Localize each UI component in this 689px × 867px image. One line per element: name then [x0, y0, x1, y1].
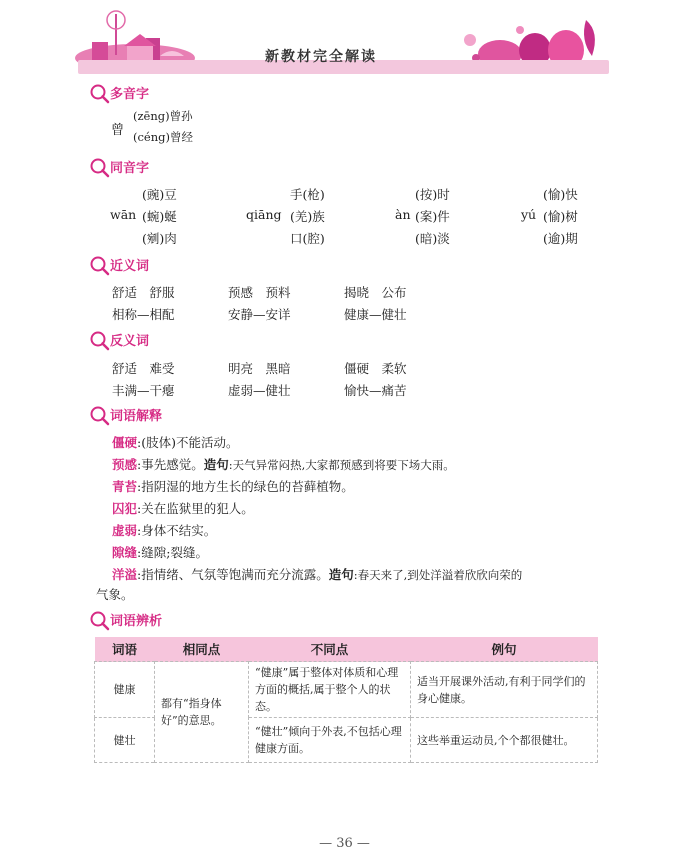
table-header: 相同点: [155, 637, 249, 662]
section-title: 词语解释: [110, 409, 163, 424]
tongyin-pinyin: wān: [110, 207, 137, 222]
definition-term: 僵硬: [112, 435, 138, 450]
magnifier-icon: [90, 256, 110, 276]
tongyin-item: (豌)豆: [142, 187, 177, 202]
tongyin-pinyin: àn: [395, 207, 411, 222]
definition-term: 囚犯: [112, 501, 138, 516]
jinyi-pair: 健康—健壮: [344, 307, 407, 322]
section-title: 同音字: [110, 161, 150, 176]
duoyin-line: (céng)曾经: [133, 130, 193, 144]
fanyi-pair: 明亮 黑暗: [228, 361, 291, 376]
word-cell: 健壮: [95, 718, 155, 763]
tongyin-item: (蜿)蜒: [142, 209, 177, 224]
jinyi-pair: 安静—安详: [228, 307, 291, 322]
table-row: [95, 662, 598, 718]
definition-term: 隙缝: [112, 545, 138, 560]
definition-text: :事先感觉。: [137, 457, 204, 472]
definition: [112, 455, 455, 473]
jinyi-pair: 预感 预料: [228, 285, 291, 300]
diff-cell: “健壮”倾向于外表,不包括心理健康方面。: [249, 718, 411, 763]
section-title: 反义词: [110, 334, 150, 349]
definition-term: 虚弱: [112, 523, 138, 538]
table-header: 不同点: [249, 637, 411, 662]
page-header: [0, 0, 689, 80]
fanyi-pair: 舒适 难受: [112, 361, 175, 376]
definition-text: :身体不结实。: [137, 523, 217, 538]
definition-term: 青苔: [112, 479, 138, 494]
tongyin-item: (愉)快: [543, 187, 578, 202]
definition: [112, 433, 238, 451]
example-label: 造句: [328, 567, 354, 582]
example-text: :春天来了,到处洋溢着欣欣向荣的: [353, 568, 523, 582]
example-cell: 这些举重运动员,个个都很健壮。: [411, 718, 598, 763]
same-cell: 都有“指身体好”的意思。: [155, 662, 249, 763]
duoyin-line: (zēng)曾孙: [133, 109, 193, 123]
tongyin-item: 口(腔): [290, 231, 325, 246]
tongyin-item: 手(枪): [290, 187, 325, 202]
example-text: :天气异常闷热,大家都预感到将要下场大雨。: [228, 458, 455, 472]
tongyin-item: (愉)树: [543, 209, 578, 224]
example-label: 造句: [203, 457, 229, 472]
definition-text: :关在监狱里的犯人。: [137, 501, 254, 516]
magnifier-icon: [90, 611, 110, 631]
definition: [112, 543, 208, 561]
jinyi-pair: 舒适 舒服: [112, 285, 175, 300]
tongyin-item: (按)时: [415, 187, 450, 202]
tongyin-item: (暗)淡: [415, 231, 450, 246]
definition-term: 预感: [112, 457, 138, 472]
tongyin-item: (逾)期: [543, 231, 578, 246]
tongyin-item: (羌)族: [290, 209, 325, 224]
fanyi-pair: 虚弱—健壮: [228, 383, 291, 398]
definition: [112, 499, 254, 517]
magnifier-icon: [90, 331, 110, 351]
example-cell: 适当开展课外活动,有利于同学们的身心健康。: [411, 662, 598, 718]
definition-text: :缝隙;裂缝。: [137, 545, 208, 560]
definition: [112, 565, 522, 583]
definition: [112, 477, 354, 495]
jinyi-pair: 揭晓 公布: [344, 285, 407, 300]
page-number: — 36 —: [319, 836, 370, 851]
section-title: 近义词: [110, 259, 150, 274]
magnifier-icon: [90, 406, 110, 426]
diff-cell: “健康”属于整体对体质和心理方面的概括,属于整个人的状态。: [249, 662, 411, 718]
magnifier-icon: [90, 158, 110, 178]
definition-text: :(肢体)不能活动。: [137, 435, 239, 450]
tongyin-item: (案)件: [415, 209, 450, 224]
section-title: 多音字: [110, 87, 150, 102]
duoyin-char: 曾: [111, 123, 125, 138]
tongyin-item: (剜)肉: [142, 231, 177, 246]
tongyin-pinyin: qiāng: [246, 207, 282, 222]
definition: [112, 521, 216, 539]
definition-continuation: 气象。: [96, 587, 134, 602]
magnifier-icon: [90, 84, 110, 104]
fanyi-pair: 僵硬 柔软: [344, 361, 407, 376]
tongyin-pinyin: yú: [521, 207, 537, 222]
fanyi-pair: 丰满—干瘪: [112, 383, 175, 398]
table-header: 词语: [95, 637, 155, 662]
definition-text: :指阴湿的地方生长的绿色的苔藓植物。: [137, 479, 354, 494]
word-cell: 健康: [95, 662, 155, 718]
page-title: 新教材完全解读: [265, 49, 377, 65]
section-title: 词语辨析: [110, 614, 163, 629]
definition-term: 洋溢: [112, 567, 138, 582]
jinyi-pair: 相称—相配: [112, 307, 175, 322]
definition-text: :指情绪、气氛等饱满而充分流露。: [137, 567, 329, 582]
comparison-table: [94, 637, 598, 763]
table-header-row: [95, 637, 598, 662]
table-header: 例句: [411, 637, 598, 662]
fanyi-pair: 愉快—痛苦: [344, 383, 407, 398]
